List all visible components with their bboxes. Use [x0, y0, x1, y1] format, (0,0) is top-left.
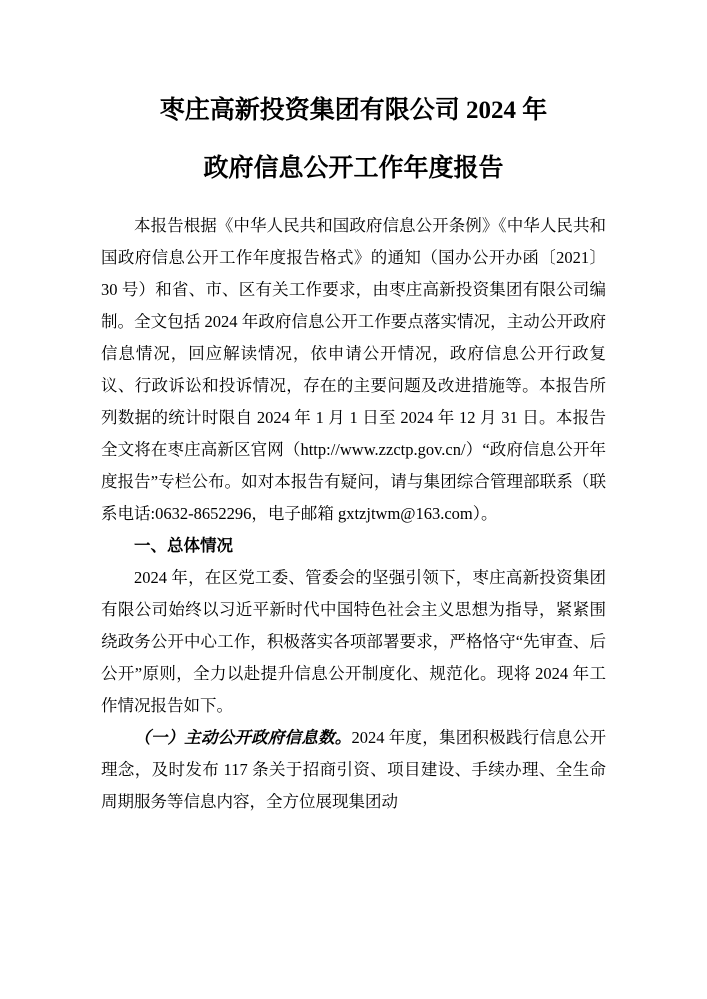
document-title-line-1: 枣庄高新投资集团有限公司 2024 年	[159, 97, 548, 124]
section-heading-overall-situation: 一、总体情况	[134, 537, 233, 555]
document-title-line-2: 政府信息公开工作年度报告	[203, 155, 504, 182]
intro-paragraph: 本报告根据《中华人民共和国政府信息公开条例》《中华人民共和国政府信息公开工作年度报告格式》的通知（国办公开办函〔2021〕30 号）和省、市、区有关工作要求，由枣庄高新投资集团有限公司编制。全文包括 2024 年政府信息公开工作要点落实情况，主动公开政府信息情况，回应解读情况，依申请公开情况，政府信息公开行政复议、行政诉讼和投诉情况，存在的主要问题及改进措施等。本报告所列数据的统计时限自 2024 年 1 月 1 日至 2024 年 12 月 31 日。本报告全文将在枣庄高新区官网（http://www.zzctp.gov.cn/）“政府信息公开年度报告”专栏公布。如对本报告有疑问，请与集团综合管理部联系（联系电话:0632-8652296，电子邮箱 gxtzjtwm@163.com）。	[101, 216, 606, 523]
document-title	[101, 92, 606, 188]
paragraph-active-disclosure	[101, 722, 606, 818]
paragraph-lead-in: （一）主动公开政府信息数。	[134, 728, 352, 747]
paragraph-overall-situation: 2024 年，在区党工委、管委会的坚强引领下，枣庄高新投资集团有限公司始终以习近平新时代中国特色社会主义思想为指导，紧紧围绕政务公开中心工作，积极落实各项部署要求，严格恪守“先审查、后公开”原则，全力以赴提升信息公开制度化、规范化。现将 2024 年工作情况报告如下。	[101, 568, 606, 715]
paragraph-lead-rest: 2024 年度，集团积极践行信息公开理念，及时发布 117 条关于招商引资、项目建设、手续办理、全生命周期服务等信息内容，全方位展现集团动	[101, 728, 607, 811]
document-body	[101, 210, 606, 818]
